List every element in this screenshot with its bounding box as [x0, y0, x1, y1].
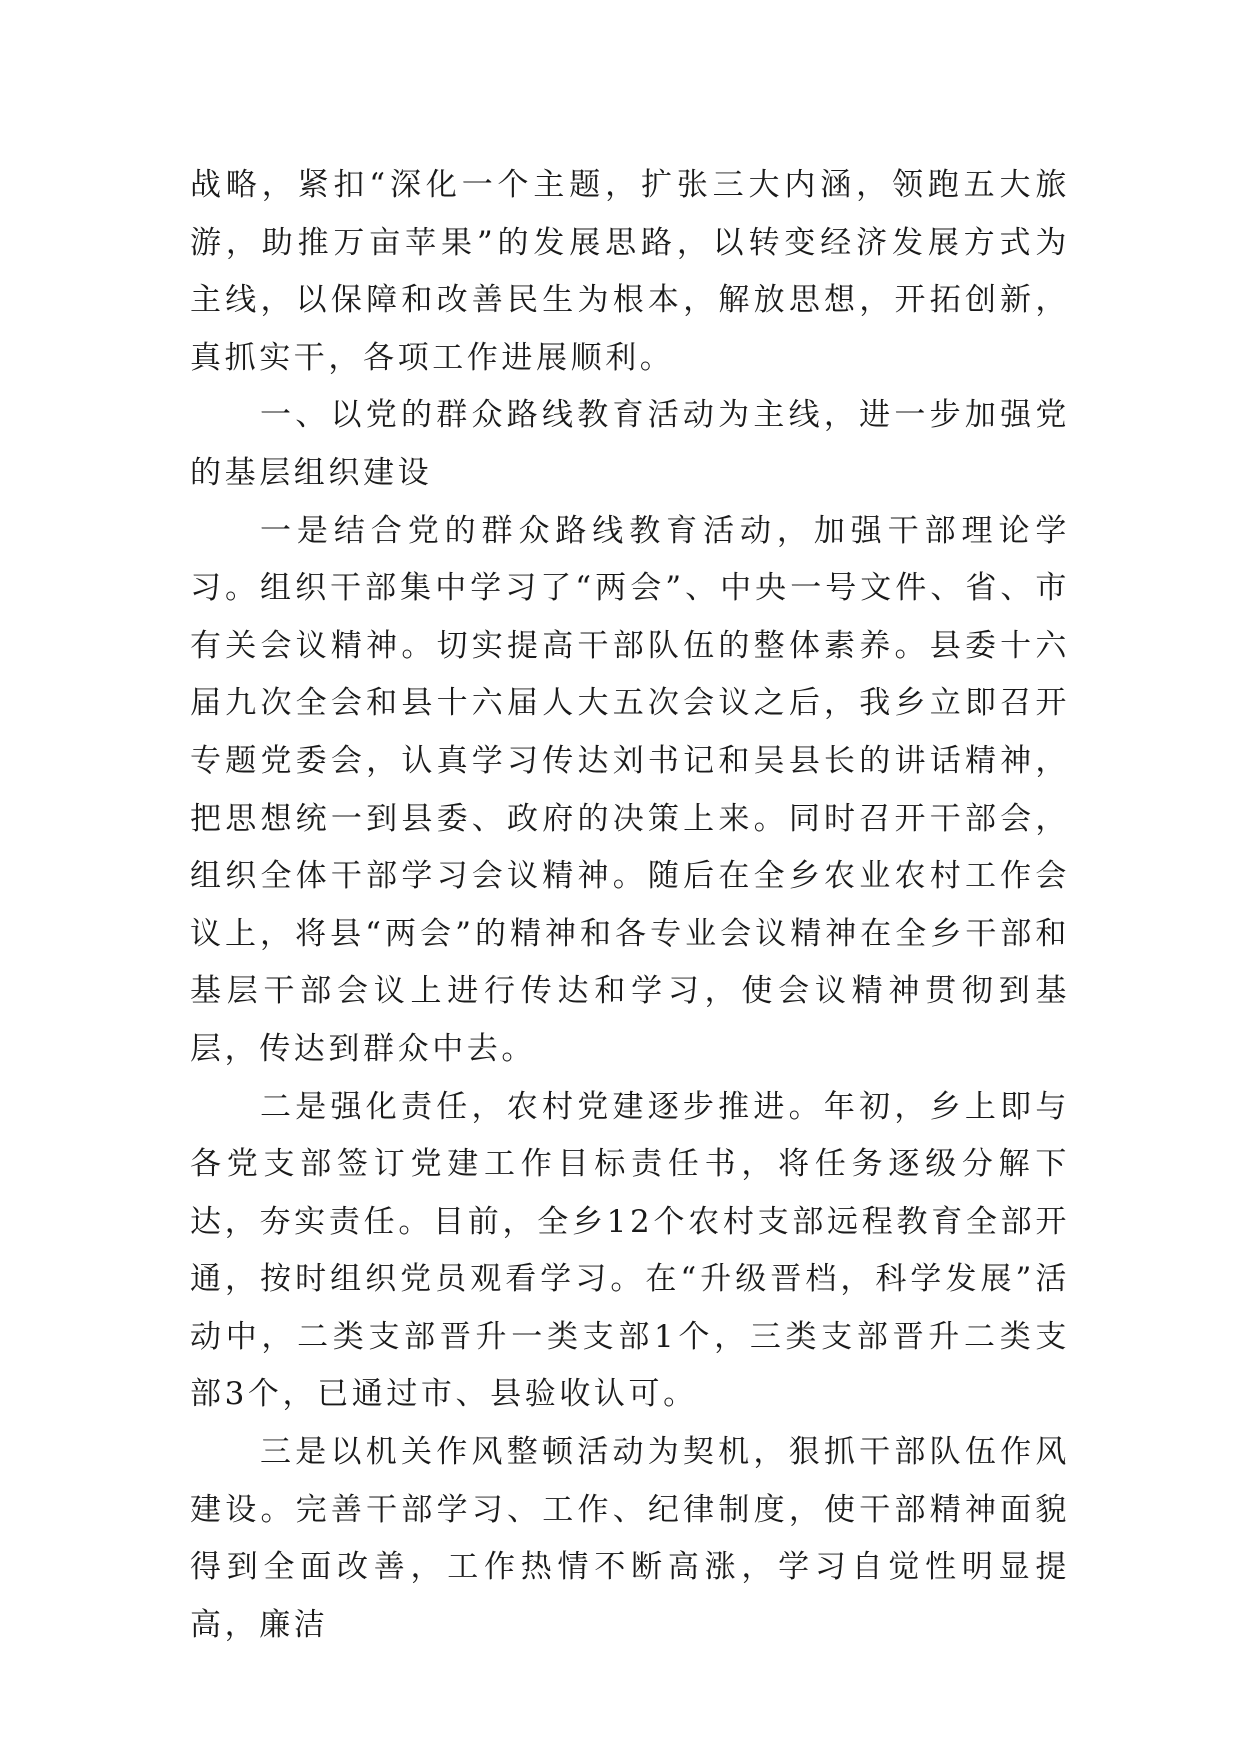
document-body — [190, 157, 1070, 1654]
paragraph-point-1: 一是结合党的群众路线教育活动，加强干部理论学习。组织干部集中学习了“两会”、中央一号文件、省、市有关会议精神。切实提高干部队伍的整体素养。县委十六届九次全会和县十六届人大五次会议之后，我乡立即召开专题党委会，认真学习传达刘书记和吴县长的讲话精神，把思想统一到县委、政府的决策上来。同时召开干部会，组织全体干部学习会议精神。随后在全乡农业农村工作会议上，将县“两会”的精神和各专业会议精神在全乡干部和基层干部会议上进行传达和学习，使会议精神贯彻到基层，传达到群众中去。 — [190, 512, 1070, 1067]
section-heading: 一、以党的群众路线教育活动为主线，进一步加强党的基层组织建设 — [190, 397, 1070, 491]
intro-paragraph: 战略，紧扣“深化一个主题，扩张三大内涵，领跑五大旅游，助推万亩苹果”的发展思路，以转变经济发展方式为主线，以保障和改善民生为根本，解放思想，开拓创新，真抓实干，各项工作进展顺利。 — [190, 167, 1070, 376]
paragraph-point-2: 二是强化责任，农村党建逐步推进。年初，乡上即与各党支部签订党建工作目标责任书，将任务逐级分解下达，夯实责任。目前，全乡12个农村支部远程教育全部开通，按时组织党员观看学习。在“升级晋档，科学发展”活动中，二类支部晋升一类支部1个，三类支部晋升二类支部3个，已通过市、县验收认可。 — [190, 1088, 1070, 1413]
paragraph-point-3: 三是以机关作风整顿活动为契机，狠抓干部队伍作风建设。完善干部学习、工作、纪律制度，使干部精神面貌得到全面改善，工作热情不断高涨，学习自觉性明显提高，廉洁 — [190, 1434, 1070, 1643]
